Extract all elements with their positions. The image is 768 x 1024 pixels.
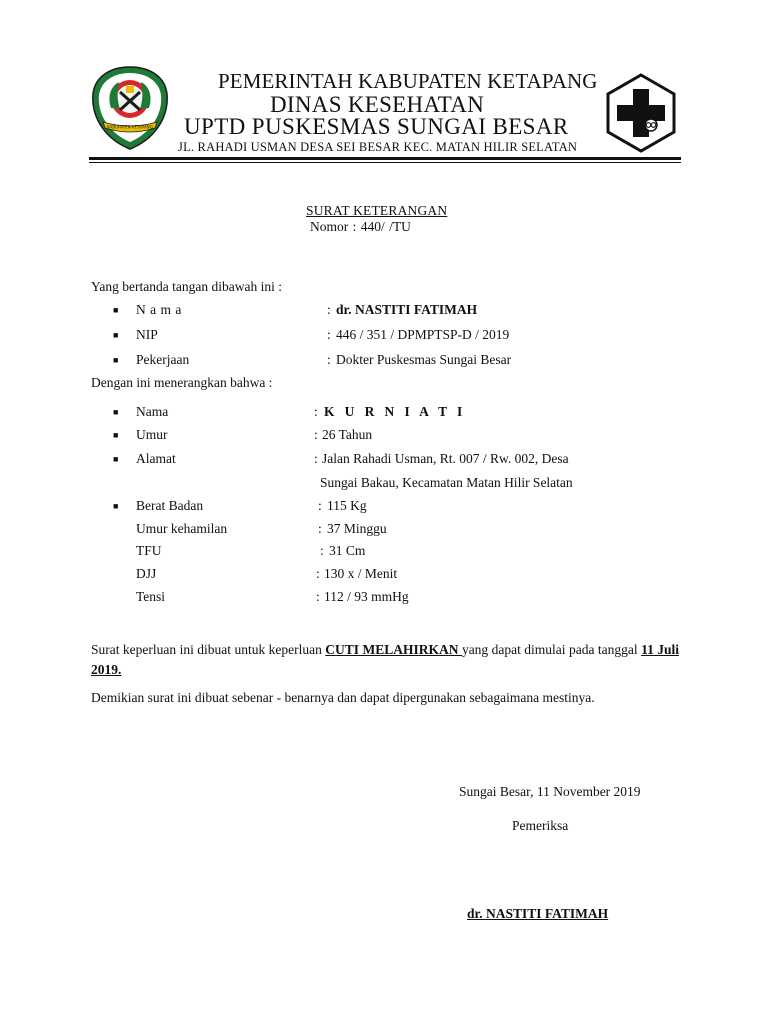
signer-nip-label: NIP — [136, 327, 158, 342]
purpose-start-date: 11 Juli 2019. — [91, 642, 680, 677]
subject-pregnancy-label: Umur kehamilan — [136, 521, 228, 536]
purpose-leave-type: CUTI MELAHIRKAN — [325, 642, 462, 657]
subject-age-sep: : — [314, 427, 318, 442]
subject-tensi-value: 112 / 93 mmHg — [324, 589, 409, 604]
subject-tfu-label: TFU — [136, 543, 162, 558]
bullet-icon: ■ — [113, 430, 119, 440]
signer-name-value: dr. NASTITI FATIMAH — [336, 302, 478, 317]
purpose-paragraph — [91, 640, 679, 680]
bullet-icon: ■ — [113, 407, 119, 417]
signer-job-label: Pekerjaan — [136, 352, 190, 367]
subject-name-value: K U R N I A T I — [324, 404, 466, 419]
bullet-icon: ■ — [113, 305, 119, 315]
kabupaten-ketapang-emblem-icon — [89, 64, 171, 152]
subject-name-label: Nama — [136, 404, 169, 419]
subject-djj-label: DJJ — [136, 566, 157, 581]
bullet-icon: ■ — [113, 454, 119, 464]
subject-age-value: 26 Tahun — [322, 427, 373, 442]
letterhead-address: JL. RAHADI USMAN DESA SEI BESAR KEC. MATAN HILIR SELATAN — [178, 140, 578, 154]
subject-intro: Dengan ini menerangkan bahwa : — [91, 375, 273, 390]
signer-nip-value: 446 / 351 / DPMPTSP-D / 2019 — [336, 327, 510, 342]
bullet-icon: ■ — [113, 501, 119, 511]
signature-role: Pemeriksa — [512, 818, 569, 833]
signer-name-sep: : — [327, 302, 331, 317]
letterhead-rule-thick — [89, 157, 681, 160]
puskesmas-logo-icon — [605, 73, 677, 153]
signer-name-label: N a m a — [136, 302, 182, 317]
subject-weight-sep: : — [318, 498, 322, 513]
subject-djj-value: 130 x / Menit — [324, 566, 398, 581]
subject-tensi-label: Tensi — [136, 589, 166, 604]
subject-djj-sep: : — [316, 566, 320, 581]
signature-place-date: Sungai Besar, 11 November 2019 — [459, 784, 641, 799]
bullet-icon: ■ — [113, 330, 119, 340]
subject-age-label: Umur — [136, 427, 168, 442]
letterhead-unit: UPTD PUSKESMAS SUNGAI BESAR — [184, 114, 569, 139]
letterhead-department: DINAS KESEHATAN — [270, 92, 485, 117]
subject-tensi-sep: : — [316, 589, 320, 604]
subject-weight-label: Berat Badan — [136, 498, 204, 513]
subject-pregnancy-sep: : — [318, 521, 322, 536]
purpose-text-2: yang dapat dimulai pada tanggal — [461, 642, 642, 657]
subject-address-value-line2: Sungai Bakau, Kecamatan Matan Hilir Selatan — [320, 475, 573, 490]
signer-intro: Yang bertanda tangan dibawah ini : — [91, 279, 282, 294]
bullet-icon: ■ — [113, 355, 119, 365]
subject-address-label: Alamat — [136, 451, 176, 466]
purpose-text-1: Surat keperluan ini dibuat untuk keperluan — [91, 642, 326, 657]
subject-weight-value: 115 Kg — [327, 498, 367, 513]
closing-paragraph: Demikian surat ini dibuat sebenar - benarnya dan dapat dipergunakan sebagaimana mestinya. — [91, 690, 595, 705]
subject-address-sep: : — [314, 451, 318, 466]
letterhead-government: PEMERINTAH KABUPATEN KETAPANG — [218, 69, 598, 93]
subject-pregnancy-value: 37 Minggu — [327, 521, 387, 536]
subject-tfu-value: 31 Cm — [329, 543, 366, 558]
signer-job-value: Dokter Puskesmas Sungai Besar — [336, 352, 512, 367]
signer-job-sep: : — [327, 352, 331, 367]
document-title: SURAT KETERANGAN — [306, 203, 448, 218]
document-number: Nomor : 440/ /TU — [310, 219, 411, 234]
letterhead-rule-thin — [89, 162, 681, 163]
subject-tfu-sep: : — [320, 543, 324, 558]
signature-name: dr. NASTITI FATIMAH — [467, 906, 609, 921]
subject-address-value: Jalan Rahadi Usman, Rt. 007 / Rw. 002, Desa — [322, 451, 569, 466]
emblem-ribbon-text: KABUPATEN KETAPANG — [107, 124, 153, 130]
subject-name-sep: : — [314, 404, 318, 419]
signer-nip-sep: : — [327, 327, 331, 342]
